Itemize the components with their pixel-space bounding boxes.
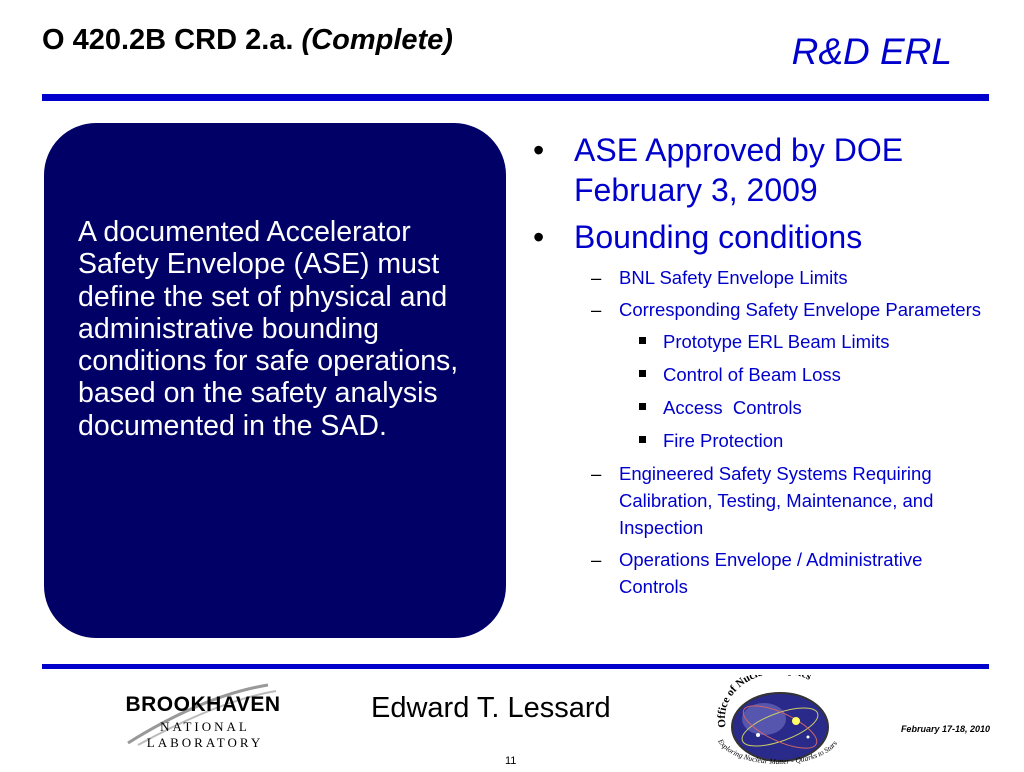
program-title: R&D ERL xyxy=(791,31,952,72)
bullet-bounding-text: Bounding conditions xyxy=(574,219,863,255)
bullet-marker: • xyxy=(533,219,545,255)
slide-title-status: (Complete) xyxy=(301,24,453,56)
sub-bullet-operations-text: Operations Envelope / Administrative Controls xyxy=(619,549,923,597)
item-beam-limits xyxy=(533,328,993,355)
footer-divider xyxy=(42,664,989,669)
definition-text: A documented Accelerator Safety Envelope (ASE) must define the set of physical and administrative bounding conditions for safe operations, based on the safety analysis documented in the SAD. xyxy=(78,216,459,442)
dash-marker: – xyxy=(591,549,602,570)
meeting-date: February 17-18, 2010 xyxy=(900,724,990,734)
slide-title-text: O 420.2B CRD 2.a. xyxy=(42,24,294,56)
onp-motto-text: Exploring Nuclear Matter - Quarks to Stars xyxy=(716,737,840,767)
bullet-marker: • xyxy=(533,132,545,168)
dash-marker: – xyxy=(591,463,602,484)
onp-title-text: Office of Nuc s xyxy=(715,675,814,729)
dash-marker: – xyxy=(591,299,602,320)
sub-bullet-operations xyxy=(533,546,993,600)
sub-bullet-corresponding xyxy=(533,296,993,323)
header-divider xyxy=(42,94,989,101)
sub-bullet-engineered xyxy=(533,460,993,541)
item-access-controls-text: Access Controls xyxy=(663,397,802,418)
square-bullet-icon xyxy=(639,436,646,443)
bullet-bounding xyxy=(533,217,993,257)
item-access-controls xyxy=(533,394,993,421)
page-number: 11 xyxy=(505,755,517,767)
bullet-approval xyxy=(533,130,993,210)
lab-subtitle: NATIONAL LABORATORY xyxy=(146,719,264,750)
presenter-name: Edward T. Lessard xyxy=(371,692,611,724)
onp-seal-icon xyxy=(708,675,852,767)
item-fire-protection-text: Fire Protection xyxy=(663,430,784,451)
item-fire-protection xyxy=(533,427,993,454)
bullet-list xyxy=(533,130,993,605)
square-bullet-icon xyxy=(639,337,646,344)
definition-box xyxy=(44,123,506,638)
dash-marker: – xyxy=(591,267,602,288)
bullet-approval-text: ASE Approved by DOE February 3, 2009 xyxy=(574,132,904,208)
lab-name: BROOKHAVEN xyxy=(125,693,281,716)
office-of-nuclear-physics-logo xyxy=(708,675,852,767)
slide-title xyxy=(42,22,453,58)
sub-bullet-bnl-limits-text: BNL Safety Envelope Limits xyxy=(619,267,848,288)
sub-bullet-corresponding-text: Corresponding Safety Envelope Parameters xyxy=(619,299,981,320)
brookhaven-logo xyxy=(108,683,302,749)
item-beam-loss xyxy=(533,361,993,388)
sub-bullet-bnl-limits xyxy=(533,264,993,291)
sub-bullet-engineered-text: Engineered Safety Systems Requiring Calibration, Testing, Maintenance, and Inspection xyxy=(619,463,934,538)
item-beam-loss-text: Control of Beam Loss xyxy=(663,364,841,385)
square-bullet-icon xyxy=(639,370,646,377)
item-beam-limits-text: Prototype ERL Beam Limits xyxy=(663,331,890,352)
square-bullet-icon xyxy=(639,403,646,410)
